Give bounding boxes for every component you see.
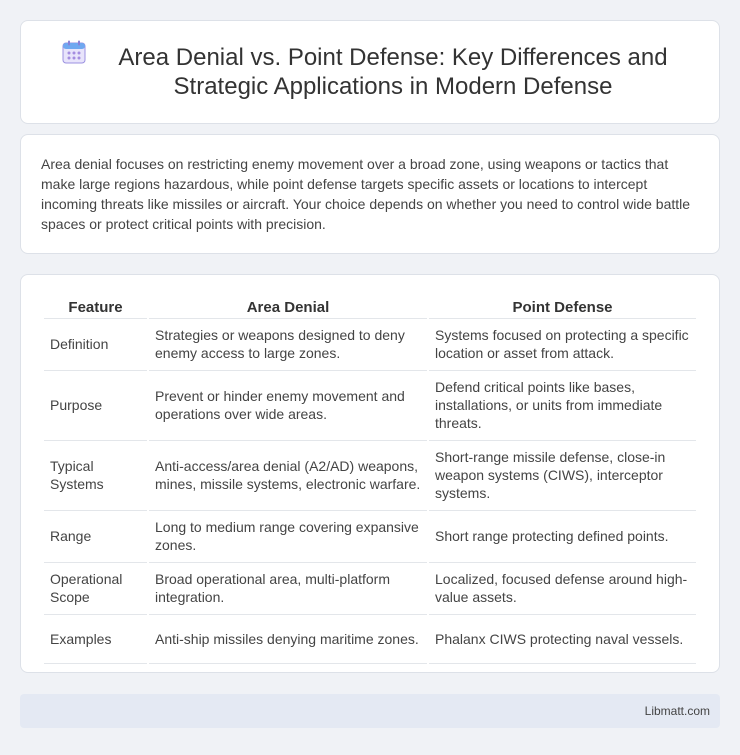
column-header-area-denial: Area Denial [149, 296, 427, 319]
point-defense-cell: Defend critical points like bases, installations, or units from immediate threats. [429, 371, 696, 441]
row-label: Definition [44, 319, 147, 371]
title-card [20, 20, 720, 124]
comparison-table [42, 296, 698, 664]
column-header-point-defense: Point Defense [429, 296, 696, 319]
table-row [44, 511, 696, 563]
row-label: Purpose [44, 371, 147, 441]
table-header-row [44, 296, 696, 319]
calendar-icon [61, 39, 87, 65]
row-label: Typical Systems [44, 441, 147, 511]
area-denial-cell: Long to medium range covering expansive zones. [149, 511, 427, 563]
table-row [44, 615, 696, 664]
page-title: Area Denial vs. Point Defense: Key Differences and Strategic Applications in Modern Defense [118, 44, 668, 100]
row-label: Operational Scope [44, 563, 147, 615]
point-defense-cell: Short range protecting defined points. [429, 511, 696, 563]
point-defense-cell: Phalanx CIWS protecting naval vessels. [429, 615, 696, 664]
row-label: Range [44, 511, 147, 563]
area-denial-cell: Strategies or weapons designed to deny enemy access to large zones. [149, 319, 427, 371]
footer-site-link[interactable]: Libmatt.com [644, 704, 710, 718]
title-wrap [61, 43, 679, 101]
area-denial-cell: Anti-access/area denial (A2/AD) weapons, mines, missile systems, electronic warfare. [149, 441, 427, 511]
point-defense-cell: Short-range missile defense, close-in weapon systems (CIWS), interceptor systems. [429, 441, 696, 511]
point-defense-cell: Systems focused on protecting a specific location or asset from attack. [429, 319, 696, 371]
comparison-card [20, 274, 720, 673]
intro-text: Area denial focuses on restricting enemy movement over a broad zone, using weapons or tactics that make large regions hazardous, while point defense targets specific assets or locations to intercept incoming threats like missiles or aircraft. Your choice depends on whether you need to control wide battle spaces or protect critical points with precision. [41, 156, 691, 232]
column-header-feature: Feature [44, 296, 147, 319]
area-denial-cell: Broad operational area, multi-platform integration. [149, 563, 427, 615]
area-denial-cell: Prevent or hinder enemy movement and operations over wide areas. [149, 371, 427, 441]
row-label: Examples [44, 615, 147, 664]
intro-card [20, 134, 720, 254]
area-denial-cell: Anti-ship missiles denying maritime zones. [149, 615, 427, 664]
footer [20, 694, 720, 728]
point-defense-cell: Localized, focused defense around high-value assets. [429, 563, 696, 615]
table-row [44, 563, 696, 615]
table-row [44, 319, 696, 371]
table-row [44, 371, 696, 441]
table-row [44, 441, 696, 511]
